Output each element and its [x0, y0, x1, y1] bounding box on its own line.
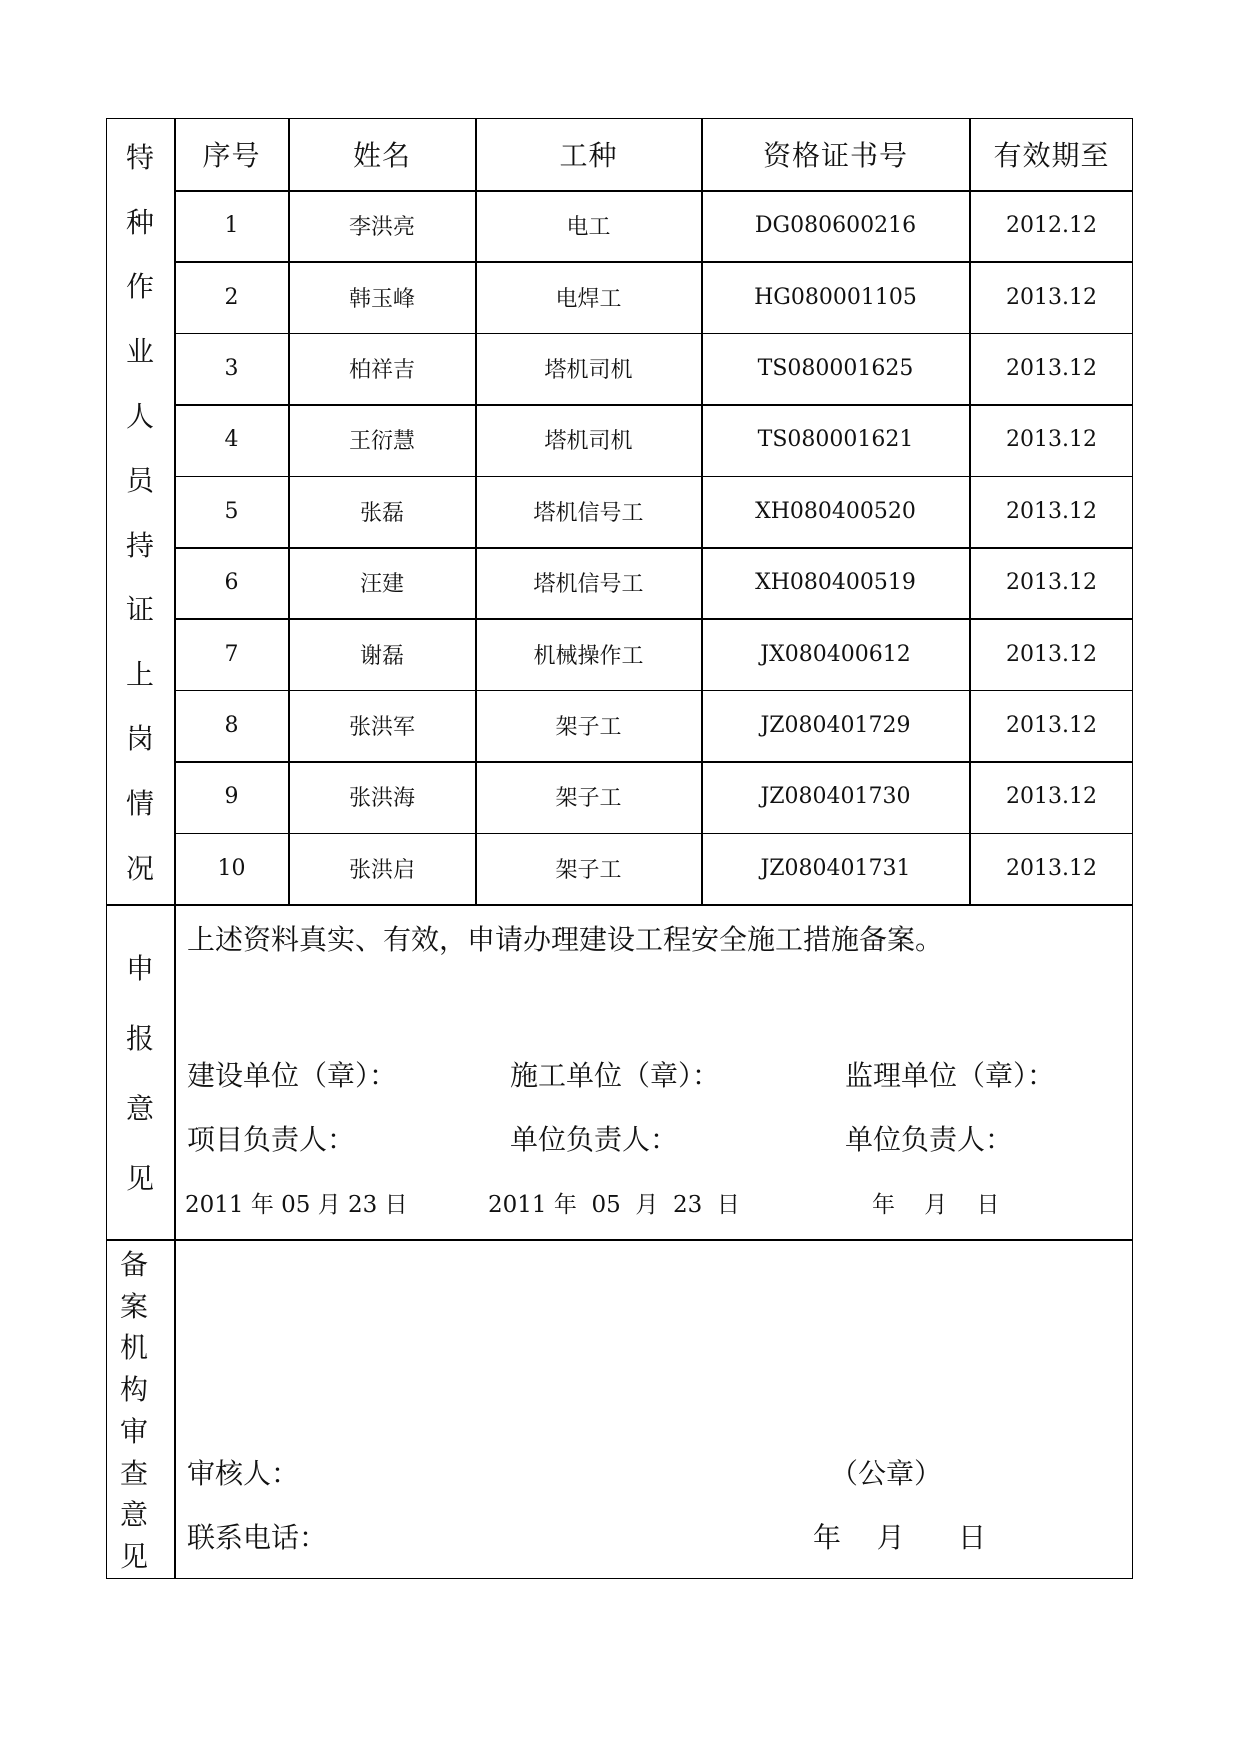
cell-cert-number: JZ080401731: [760, 855, 911, 881]
cell-trade: 塔机司机: [544, 357, 633, 383]
cell-index: 2: [224, 284, 239, 310]
cell-valid-until: 2013.12: [1006, 784, 1097, 810]
side-label-char: 作: [125, 270, 154, 304]
cell-cert-number: XH080400520: [755, 498, 916, 524]
review-date: 年 月 日: [813, 1521, 987, 1554]
side-label-char: 人: [125, 399, 154, 433]
side-label-char: 报: [125, 1022, 154, 1055]
supervise-person-label: 单位负责人：: [845, 1123, 1014, 1156]
side-label-char: 况: [125, 851, 154, 885]
side-label-char: 申: [125, 952, 154, 985]
cell-trade: 塔机司机: [544, 429, 633, 455]
cell-index: 8: [224, 712, 239, 738]
cell-name: 汪建: [359, 572, 404, 598]
header-trade: 工种: [559, 139, 618, 172]
cell-valid-until: 2013.12: [1006, 498, 1097, 524]
cell-name: 谢磊: [359, 643, 404, 669]
cell-name: 张洪海: [348, 786, 415, 812]
cell-cert-number: TS080001621: [757, 427, 914, 453]
cell-trade: 电工: [566, 215, 611, 241]
cell-name: 张磊: [359, 500, 404, 526]
cell-cert-number: JX080400612: [760, 641, 911, 667]
cell-cert-number: HG080001105: [754, 284, 917, 310]
cell-trade: 架子工: [555, 786, 622, 812]
construct-person-label: 单位负责人：: [510, 1123, 679, 1156]
phone-label: 联系电话：: [187, 1521, 328, 1554]
cell-index: 4: [224, 427, 239, 453]
cell-trade: 架子工: [555, 857, 622, 883]
header-name: 姓名: [352, 139, 411, 172]
side-label-char: 情: [125, 787, 154, 821]
cell-valid-until: 2013.12: [1006, 570, 1097, 596]
side-label-char: 种: [125, 205, 154, 239]
cell-name: 李洪亮: [348, 215, 415, 241]
cell-cert-number: DG080600216: [754, 213, 917, 239]
cell-name: 韩玉峰: [348, 286, 415, 312]
cell-name: 张洪启: [348, 857, 415, 883]
official-seal-label: （公章）: [830, 1457, 943, 1490]
cell-trade: 塔机信号工: [533, 500, 644, 526]
supervise-date: 年 月 日: [872, 1192, 1000, 1218]
cert-side-label: [106, 118, 174, 905]
cell-cert-number: JZ080401730: [760, 784, 911, 810]
side-label-char: 员: [125, 464, 154, 498]
cell-index: 9: [224, 784, 239, 810]
header-cert-number: 资格证书号: [762, 139, 908, 172]
construct-unit-label: 施工单位（章）：: [510, 1059, 721, 1092]
cell-name: 王衍慧: [348, 429, 415, 455]
side-label-char: 业: [125, 335, 154, 369]
side-label-char: 上: [125, 657, 154, 691]
cell-valid-until: 2013.12: [1006, 641, 1097, 667]
cell-valid-until: 2013.12: [1006, 284, 1097, 310]
build-unit-label: 建设单位（章）：: [187, 1059, 398, 1092]
header-valid-until: 有效期至: [993, 139, 1110, 172]
cell-valid-until: 2013.12: [1006, 355, 1097, 381]
cell-cert-number: TS080001625: [757, 355, 914, 381]
side-label-char: 意: [119, 1498, 148, 1532]
build-date: 2011 年 05 月 23 日: [185, 1192, 408, 1218]
report-side-label: [106, 905, 174, 1239]
construct-date: 2011 年 05 月 23 日: [488, 1192, 740, 1218]
side-label-char: 见: [125, 1162, 154, 1195]
cell-index: 10: [217, 855, 246, 881]
header-index: 序号: [202, 139, 261, 172]
build-person-label: 项目负责人：: [187, 1123, 356, 1156]
side-label-char: 岗: [125, 722, 154, 756]
cell-trade: 塔机信号工: [533, 572, 644, 598]
side-label-char: 见: [119, 1540, 148, 1574]
side-label-char: 查: [119, 1456, 148, 1490]
side-label-char: 机: [119, 1331, 148, 1365]
cell-cert-number: XH080400519: [755, 570, 916, 596]
cell-valid-until: 2013.12: [1006, 855, 1097, 881]
cell-index: 1: [224, 213, 239, 239]
side-label-char: 构: [119, 1373, 148, 1407]
section-divider-review: [106, 1239, 1133, 1241]
cell-name: 张洪军: [348, 714, 415, 740]
cell-cert-number: JZ080401729: [760, 712, 911, 738]
cell-index: 5: [224, 498, 239, 524]
cell-trade: 架子工: [555, 714, 622, 740]
side-label-char: 审: [119, 1414, 148, 1448]
side-label-char: 特: [125, 141, 154, 175]
cell-name: 柏祥吉: [348, 357, 415, 383]
cell-index: 6: [224, 570, 239, 596]
cell-index: 3: [224, 355, 239, 381]
cell-valid-until: 2013.12: [1006, 427, 1097, 453]
reviewer-label: 审核人：: [187, 1457, 300, 1490]
side-label-char: 备: [119, 1247, 148, 1281]
review-side-label: [106, 1240, 162, 1578]
supervise-unit-label: 监理单位（章）：: [845, 1059, 1056, 1092]
section-divider-report: [106, 904, 1133, 906]
side-label-char: 意: [125, 1092, 154, 1125]
cell-index: 7: [224, 641, 239, 667]
cell-valid-until: 2012.12: [1006, 213, 1097, 239]
cell-trade: 电焊工: [555, 286, 622, 312]
report-statement: 上述资料真实、有效，申请办理建设工程安全施工措施备案。: [187, 923, 944, 956]
side-label-char: 证: [125, 593, 154, 627]
cell-trade: 机械操作工: [533, 643, 644, 669]
cell-valid-until: 2013.12: [1006, 712, 1097, 738]
side-label-char: 持: [125, 528, 154, 562]
side-label-char: 案: [119, 1289, 148, 1323]
